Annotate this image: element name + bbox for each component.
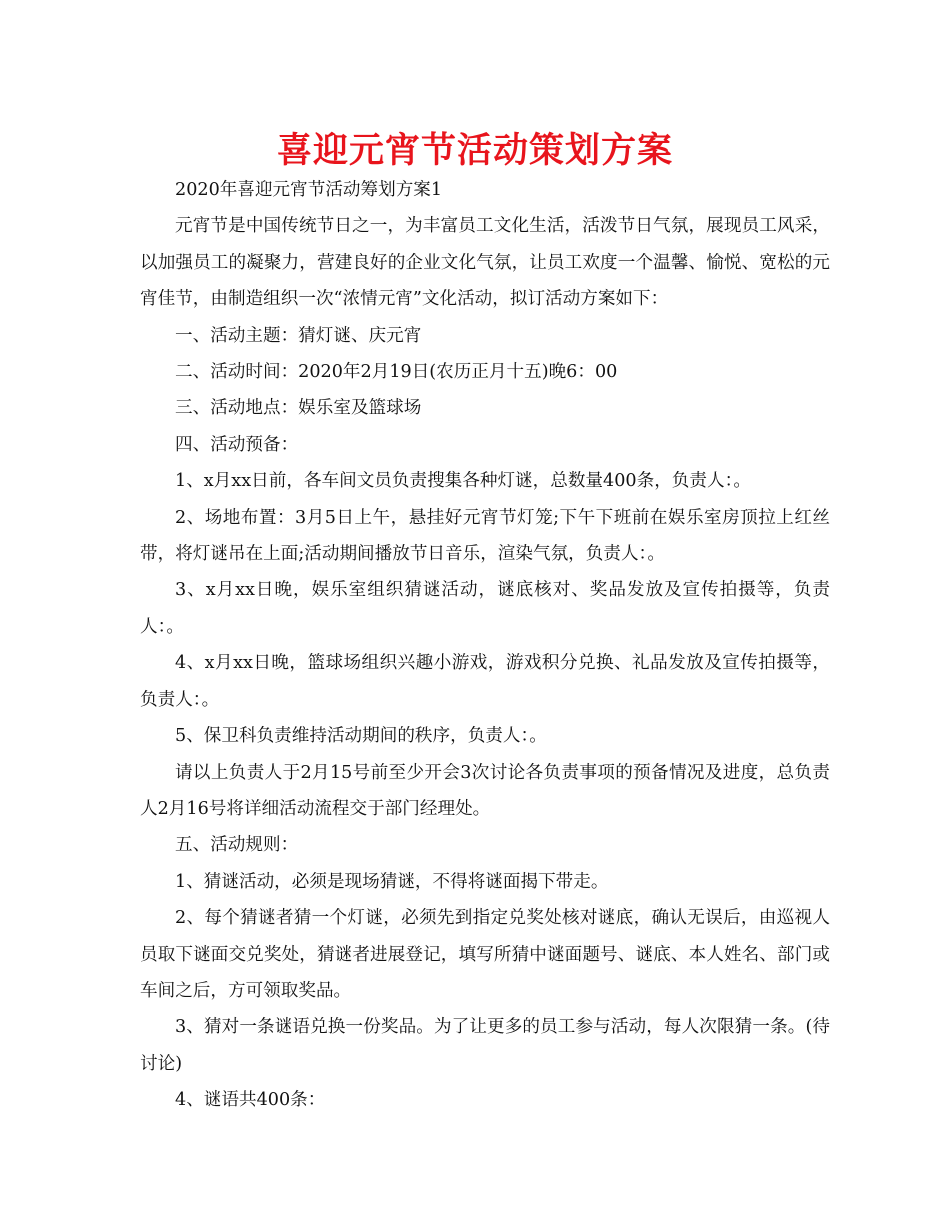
preparation-item-1: 1、x月xx日前，各车间文员负责搜集各种灯谜，总数量400条，负责人：。 bbox=[175, 471, 751, 492]
rule-item-3: 3、猜对一条谜语兑换一份奖品。为了让更多的员工参与活动，每人次限猜一条。(待讨论) bbox=[140, 1017, 830, 1074]
subtitle-paragraph: 2020年喜迎元宵节活动筹划方案1 bbox=[175, 180, 443, 200]
preparation-item-2: 2、场地布置：3月5日上午，悬挂好元宵节灯笼;下午下班前在娱乐室房顶拉上红丝带，将灯谜吊在上面;活动期间播放节日音乐，渲染气氛，负责人：。 bbox=[140, 507, 830, 565]
document-title: 喜迎元宵节活动策划方案 bbox=[276, 131, 673, 171]
meeting-paragraph: 请以上负责人于2月15号前至少开会3次讨论各负责事项的预备情况及进度，总负责人2月16号将详细活动流程交于部门经理处。 bbox=[140, 762, 830, 819]
time-paragraph: 二、活动时间：2020年2月19日(农历正月十五)晚6：00 bbox=[175, 362, 618, 383]
preparation-item-3: 3、x月xx日晚，娱乐室组织猜谜活动，谜底核对、奖品发放及宣传拍摄等，负责人：。 bbox=[140, 580, 830, 637]
location-paragraph: 三、活动地点：娱乐室及篮球场 bbox=[175, 398, 422, 419]
document-body bbox=[140, 172, 830, 1119]
preparation-item-4: 4、x月xx日晚，篮球场组织兴趣小游戏，游戏积分兑换、礼品发放及宣传拍摄等，负责人：。 bbox=[140, 653, 830, 710]
intro-paragraph: 元宵节是中国传统节日之一，为丰富员工文化生活，活泼节日气氛，展现员工风采，以加强员工的凝聚力，营建良好的企业文化气氛，让员工欢度一个温馨、愉悦、宽松的元宵佳节，由制造组织一次“浓情元宵”文化活动，拟订活动方案如下： bbox=[140, 216, 830, 310]
preparation-item-5: 5、保卫科负责维持活动期间的秩序，负责人：。 bbox=[175, 726, 547, 747]
rule-item-2: 2、每个猜谜者猜一个灯谜，必须先到指定兑奖处核对谜底，确认无误后，由巡视人员取下谜面交兑奖处，猜谜者进展登记，填写所猜中谜面题号、谜底、本人姓名、部门或车间之后，方可领取奖品。 bbox=[140, 908, 830, 1001]
preparation-heading: 四、活动预备： bbox=[175, 434, 299, 455]
rules-heading: 五、活动规则： bbox=[175, 835, 299, 856]
rule-item-1: 1、猜谜活动，必须是现场猜谜，不得将谜面揭下带走。 bbox=[175, 871, 609, 892]
rule-item-4: 4、谜语共400条： bbox=[175, 1090, 326, 1111]
theme-paragraph: 一、活动主题：猜灯谜、庆元宵 bbox=[175, 325, 422, 346]
